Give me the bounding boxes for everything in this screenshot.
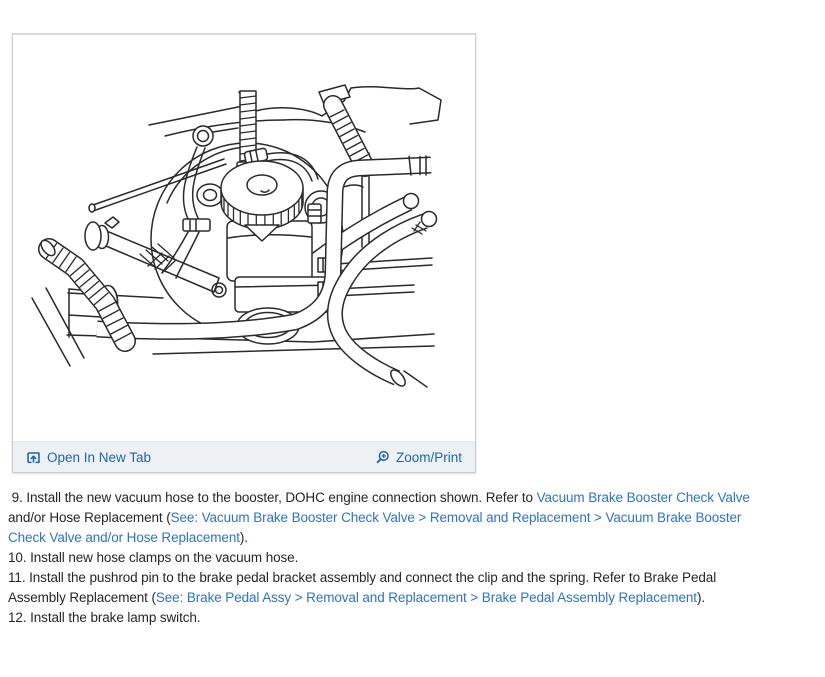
diagram-panel (12, 33, 476, 473)
step-9-text: ). (239, 530, 248, 545)
step-9-text: 9. Install the new vacuum hose to the booster, DOHC engine connection shown. Refer to (8, 490, 537, 505)
step-10-text: 10. Install new hose clamps on the vacuum hose. (8, 550, 299, 565)
instruction-steps (0, 488, 768, 628)
step-12 (8, 608, 768, 628)
link-see-vacuum-brake-booster-check-valve-replacement[interactable]: See: Vacuum Brake Booster Check Valve > Removal and Replacement > Vacuum Brake Booster Check Valve and/or Hose Replacement (8, 510, 745, 545)
step-10 (8, 548, 768, 568)
open-in-new-tab-icon (26, 450, 41, 465)
step-11 (8, 568, 768, 608)
link-see-brake-pedal-assy-replacement[interactable]: See: Brake Pedal Assy > Removal and Replacement > Brake Pedal Assembly Replacement (155, 590, 697, 605)
open-in-new-tab-link[interactable] (26, 450, 151, 465)
diagram-image (13, 35, 473, 441)
image-toolbar (13, 441, 475, 472)
step-11-text: 11. Install the pushrod pin to the brake pedal bracket assembly and connect the clip and the spring. Refer to Brake Pedal Assembly Replacement ( (8, 570, 719, 605)
link-vacuum-brake-booster-check-valve[interactable]: Vacuum Brake Booster Check Valve (536, 490, 750, 505)
open-in-new-tab-label: Open In New Tab (47, 449, 152, 465)
zoom-print-label: Zoom/Print (395, 449, 462, 465)
zoom-in-magnifier-icon (375, 450, 390, 465)
step-9 (8, 488, 768, 548)
step-9-text: and/or Hose Replacement ( (8, 490, 754, 525)
step-11-text: ). (696, 590, 706, 605)
vacuum-hose-diagram (13, 35, 473, 441)
step-12-text: 12. Install the brake lamp switch. (8, 610, 201, 625)
zoom-print-link[interactable] (375, 450, 462, 465)
